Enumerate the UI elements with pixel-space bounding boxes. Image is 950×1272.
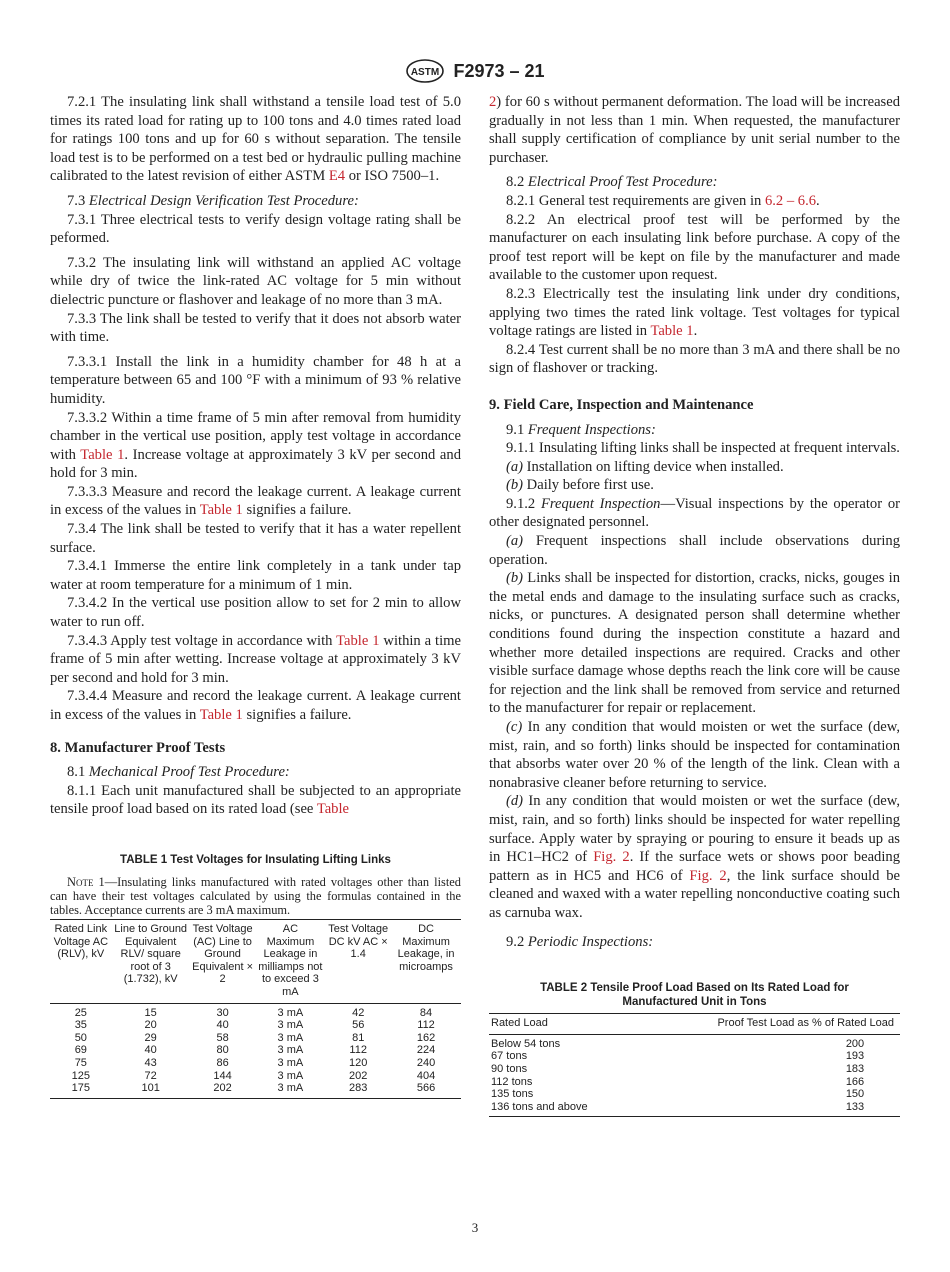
table-cell: 40 (144, 1044, 157, 1057)
para-9-1-2: 9.1.2 Frequent Inspection—Visual inspections by the operator or other designated personnel. (489, 495, 900, 531)
table-cell: 3 mA (277, 1056, 304, 1069)
para-7-3-2: 7.3.2 The insulating link will withstand an applied AC voltage while dry of twice the link-rated AC voltage for 5 min without dielectric puncture or flashover and leakage of no more than 3 mA. (50, 254, 461, 308)
para-8-1-1: 8.1.1 Each unit manufactured shall be subjected to an appropriate tensile proof load based on its rated load (see Table (50, 782, 461, 818)
table-cell: 175 (71, 1082, 90, 1095)
para-7-3-4: 7.3.4 The link shall be tested to verify that it has a water repellent surface. (50, 521, 461, 556)
table-1-header: Test Voltage DC kV AC × 1.4 (328, 922, 389, 961)
table-row (50, 1019, 461, 1032)
para-9-1-2-b: (b) Links shall be inspected for distortion, cracks, nicks, gouges in the metal ends and damage to the insulating surface such as cracks, nicks, or punctures. A designated person shall determine whether conditions found during the inspection constitute a hazard and whether more detailed inspections are required. Cracks and other visible surface damage whose depths reach the link core will be cause for rejection and the link shall be removed from service and returned to the manufacturer for repair or replacement. (489, 570, 900, 717)
para-9-1: 9.1 Frequent Inspections: (506, 421, 656, 438)
table-cell: 81 (352, 1031, 365, 1044)
para-7-3: 7.3 Electrical Design Verification Test Procedure: (67, 192, 359, 209)
table-2 (489, 1013, 900, 1117)
table-row (50, 1044, 461, 1057)
para-9-1-1-b: (b) Daily before first use. (506, 477, 654, 494)
table-cell: 43 (144, 1056, 157, 1069)
table-cell: 56 (352, 1019, 365, 1032)
table-cell: 50 (74, 1031, 87, 1044)
table-cell: 3 mA (277, 1082, 304, 1095)
section-9-heading: 9. Field Care, Inspection and Maintenance (489, 396, 754, 413)
table-cell: 183 (845, 1062, 865, 1075)
table-cell: 193 (845, 1050, 865, 1063)
para-7-3-4-2: 7.3.4.2 In the vertical use position allow to set for 2 min to allow water to run off. (50, 595, 461, 631)
table-cell: 404 (416, 1069, 436, 1082)
link-e4[interactable]: E4 (328, 168, 346, 185)
table-cell: 84 (419, 1006, 433, 1019)
table-1 (50, 919, 461, 1099)
para-8-1: 8.1 Mechanical Proof Test Procedure: (67, 764, 290, 781)
section-8-heading: 8. Manufacturer Proof Tests (50, 739, 226, 756)
table-cell: 25 (74, 1006, 87, 1019)
table-cell: 162 (416, 1031, 436, 1044)
table-cell: 30 (216, 1006, 229, 1019)
page-header (0, 58, 950, 84)
right-column (489, 93, 900, 1117)
table-cell: 202 (349, 1069, 368, 1082)
table-1-header: DC Maximum Leakage, in microamps (397, 922, 455, 973)
table-cell: 3 mA (277, 1006, 304, 1019)
table-cell: 283 (349, 1082, 368, 1095)
para-7-3-3-1: 7.3.3.1 Install the link in a humidity chamber for 48 h at a temperature between 65 and 100 °F with a minimum of 93 % relative humidity. (50, 353, 461, 407)
para-7-2-1: 7.2.1 The insulating link shall withstand a tensile load test of 5.0 times its rated load for rating up to 100 tons and 4.0 times rated load for ratings 100 tons and up for 60 s without separation. The tensile load test is to be performed on a test bed or hydraulic pulling machine calibrated to the latest revision of either ASTM E4 or ISO 7500–1. (50, 94, 461, 185)
para-7-3-3-2: 7.3.3.2 Within a time frame of 5 min after removal from humidity chamber in the vertical use position, apply test voltage in accordance with Table 1. Increase voltage at approximately 3 kV per second and hold for 3 min. (50, 409, 461, 482)
table-cell: 202 (213, 1082, 232, 1095)
table-cell: 120 (349, 1056, 368, 1069)
link-table-1[interactable]: Table 1 (199, 707, 243, 723)
table-1-header: AC Maximum Leakage in milliamps not to exceed 3 mA (258, 922, 323, 998)
table-row (50, 1082, 461, 1098)
table-cell: 3 mA (277, 1031, 304, 1044)
table-1-header: Rated Link Voltage AC (RLV), kV (53, 922, 109, 961)
table-cell: 125 (71, 1069, 90, 1082)
link-fig-2[interactable]: Fig. 2 (689, 867, 727, 884)
table-1-header: Test Voltage (AC) Line to Ground Equivalent × 2 (192, 922, 254, 986)
table-cell: 3 mA (277, 1044, 304, 1057)
table-row (489, 1088, 900, 1101)
left-column (50, 93, 461, 1099)
para-7-3-3-3: 7.3.3.3 Measure and record the leakage current. A leakage current in excess of the values in Table 1 signifies a failure. (50, 483, 461, 519)
table-2-caption: TABLE 2 Tensile Proof Load Based on Its Rated Load for Manufactured Unit in Tons (540, 982, 849, 1009)
para-8-2-4: 8.2.4 Test current shall be no more than 3 mA and there shall be no sign of flashover or tracking. (489, 341, 900, 377)
table-cell: 86 (216, 1056, 229, 1069)
para-7-3-3: 7.3.3 The link shall be tested to verify that it does not absorb water with time. (50, 310, 461, 346)
para-7-3-4-4: 7.3.4.4 Measure and record the leakage current. A leakage current in excess of the values in Table 1 signifies a failure. (50, 688, 461, 723)
table-1-caption: TABLE 1 Test Voltages for Insulating Lifting Links (120, 853, 391, 866)
table-cell: 566 (416, 1082, 436, 1095)
para-8-2-1: 8.2.1 General test requirements are given in 6.2 – 6.6. (506, 192, 820, 209)
para-7-3-4-1: 7.3.4.1 Immerse the entire link completely in a tank under tap water at room temperature for a minimum of 1 min. (50, 558, 461, 593)
para-9-1-2-a: (a) Frequent inspections shall include observations during operation. (489, 533, 900, 568)
document-id: F2973 – 21 (453, 60, 545, 81)
para-9-1-2-c: (c) In any condition that would moisten or wet the surface (dew, mist, rain, and so forth) links should be inspected for contamination that absorbs water over 20 % of the length of the link. Clean with a nonabrasive cleaner before returning to service. (489, 719, 900, 791)
para-9-1-1-a: (a) Installation on lifting device when installed. (506, 458, 784, 475)
table-cell: 200 (845, 1037, 865, 1050)
link-table-2[interactable]: Table (316, 801, 350, 818)
table-row (50, 1003, 461, 1019)
table-row (50, 1057, 461, 1070)
table-cell: 42 (352, 1006, 365, 1019)
link-table-1[interactable]: Table 1 (650, 323, 694, 340)
table-cell: 133 (845, 1100, 865, 1113)
table-cell: 80 (216, 1044, 229, 1057)
para-8-2: 8.2 Electrical Proof Test Procedure: (506, 174, 718, 191)
table-cell: 150 (845, 1088, 865, 1101)
para-9-1-1: 9.1.1 Insulating lifting links shall be inspected at frequent intervals. (506, 440, 900, 457)
table-cell: 35 (74, 1019, 87, 1032)
para-7-3-1: 7.3.1 Three electrical tests to verify design voltage rating shall be peformed. (50, 211, 461, 247)
table-cell: 72 (144, 1069, 157, 1082)
para-8-1-1-cont: 2) for 60 s without permanent deformation. The load will be increased gradually in not less than 1 min. When requested, the manufacturer shall supply certification of compliance by unit serial number to the purchaser. (489, 94, 900, 166)
link-fig-2[interactable]: Fig. 2 (593, 849, 630, 866)
table-cell: 90 tons (491, 1062, 528, 1075)
table-cell: 112 tons (491, 1075, 533, 1088)
para-7-3-4-3: 7.3.4.3 Apply test voltage in accordance with Table 1 within a time frame of 5 min after wetting. Increase voltage at approximately 3 kV per second and hold for 3 min. (50, 632, 461, 686)
link-table-2[interactable]: 2 (489, 94, 497, 110)
table-1-note: Note 1—Insulating links manufactured with rated voltages other than listed can have their test voltages calculated by using the formulas contained in the tables. Acceptance currents are 3 mA maximum. (50, 874, 461, 917)
table-2-header: Rated Load (491, 1017, 548, 1030)
table-cell: 112 (417, 1019, 435, 1032)
table-cell: 3 mA (277, 1069, 304, 1082)
para-8-2-2: 8.2.2 An electrical proof test will be performed by the manufacturer on each insulating link before purchase. A copy of the proof test report will be kept on file by the manufacturer and made available to the customer upon request. (489, 211, 900, 284)
table-cell: 112 (349, 1044, 367, 1057)
table-cell: 67 tons (491, 1050, 528, 1063)
table-row (489, 1063, 900, 1076)
table-cell: 40 (216, 1019, 229, 1032)
table-cell: 136 tons and above (491, 1100, 588, 1113)
table-row (50, 1070, 461, 1083)
para-8-2-3: 8.2.3 Electrically test the insulating link under dry conditions, applying two times the rated link voltage. Test voltages for typical voltage ratings are listed in Table 1. (489, 285, 900, 340)
table-row (489, 1050, 900, 1063)
astm-logo-icon (405, 58, 445, 84)
page-number: 3 (471, 1220, 479, 1235)
table-row (489, 1034, 900, 1050)
table-row (489, 1101, 900, 1117)
table-row (489, 1076, 900, 1089)
table-cell: 166 (845, 1075, 865, 1088)
table-1-header: Line to Ground Equivalent RLV/ square root of 3 (1.732), kV (114, 922, 188, 986)
table-cell: Below 54 tons (491, 1037, 561, 1050)
table-cell: 135 tons (491, 1088, 534, 1101)
table-1-block (50, 853, 461, 1099)
table-cell: 58 (216, 1031, 229, 1044)
table-cell: 75 (74, 1056, 87, 1069)
table-cell: 144 (213, 1069, 232, 1082)
table-cell: 224 (416, 1044, 436, 1057)
link-table-1[interactable]: Table 1 (336, 632, 380, 649)
link-6-2-6-6[interactable]: 6.2 – 6.6 (764, 192, 817, 209)
table-2-block (489, 981, 900, 1117)
table-cell: 240 (416, 1056, 436, 1069)
table-cell: 69 (74, 1044, 87, 1057)
table-cell: 29 (144, 1031, 157, 1044)
para-9-2: 9.2 Periodic Inspections: (506, 933, 654, 950)
table-cell: 101 (141, 1082, 160, 1095)
svg-text:ASTM: ASTM (411, 67, 440, 78)
link-table-1[interactable]: Table 1 (80, 446, 125, 463)
table-row (50, 1032, 461, 1045)
table-cell: 20 (144, 1019, 157, 1032)
table-2-header: Proof Test Load as % of Rated Load (717, 1017, 894, 1030)
para-9-1-2-d: (d) In any condition that would moisten or wet the surface (dew, mist, rain, and so forth) links should be inspected for water repelling surface. Apply water by spraying or pouring to ensure it beads up as in HC1–HC2 of Fig. 2. If the surface wets or shows poor beading pattern as in HC5 and HC6 of Fig. 2, the link surface should be cleaned and waxed with a water repelling nonconductive coating such as carnuba wax. (489, 793, 901, 921)
table-cell: 15 (144, 1006, 157, 1019)
table-cell: 3 mA (277, 1019, 304, 1032)
link-table-1[interactable]: Table 1 (199, 502, 243, 519)
